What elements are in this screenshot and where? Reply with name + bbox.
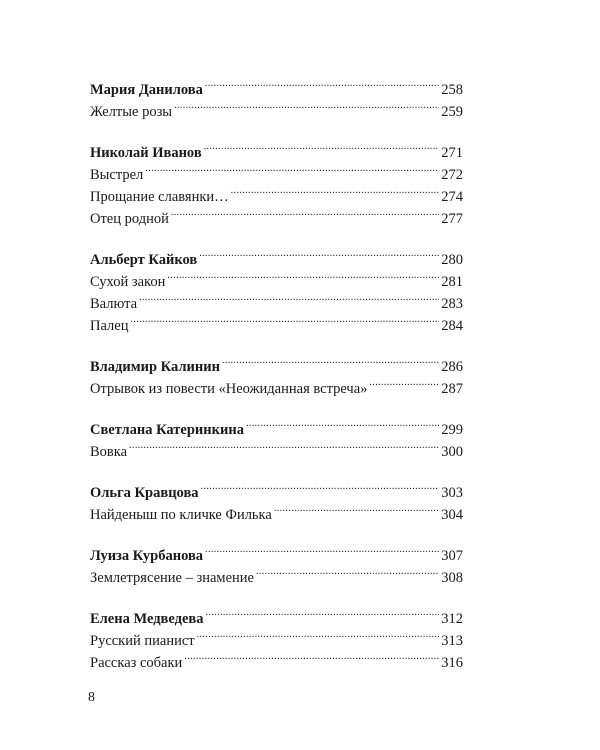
author-name: Альберт Кайков: [90, 252, 198, 268]
toc-author-entry: [90, 349, 463, 375]
leader-dots: [167, 264, 439, 286]
leader-dots: [197, 623, 440, 645]
work-title: Рассказ собаки: [90, 655, 183, 671]
work-title: Желтые розы: [90, 104, 173, 120]
page-ref: 283: [441, 296, 463, 312]
leader-dots: [204, 135, 440, 157]
leader-dots: [199, 242, 439, 264]
toc-group: [90, 475, 463, 523]
toc-author-entry: [90, 412, 463, 438]
author-name: Ольга Кравцова: [90, 485, 199, 501]
toc-author-entry: [90, 601, 463, 627]
toc-group: [90, 135, 463, 227]
leader-dots: [231, 179, 440, 201]
toc-work-entry: [90, 157, 463, 183]
page-ref: 272: [441, 167, 463, 183]
toc-work-entry: [90, 308, 463, 334]
leader-dots: [184, 645, 439, 667]
page-ref: 287: [441, 381, 463, 397]
leader-dots: [130, 308, 439, 330]
toc-group: [90, 412, 463, 460]
toc-group: [90, 538, 463, 586]
work-title: Отец родной: [90, 211, 169, 227]
page-ref: 303: [441, 485, 463, 501]
author-name: Мария Данилова: [90, 82, 203, 98]
page-ref: 281: [441, 274, 463, 290]
page-ref: 316: [441, 655, 463, 671]
leader-dots: [369, 371, 439, 393]
leader-dots: [274, 497, 439, 519]
author-name: Елена Медведева: [90, 611, 204, 627]
work-title: Русский пианист: [90, 633, 195, 649]
leader-dots: [205, 72, 439, 94]
toc-group: [90, 242, 463, 334]
page-ref: 308: [441, 570, 463, 586]
leader-dots: [171, 201, 439, 223]
work-title: Отрывок из повести «Неожиданная встреча»: [90, 381, 368, 397]
leader-dots: [222, 349, 439, 371]
author-name: Николай Иванов: [90, 145, 202, 161]
leader-dots: [205, 601, 439, 623]
work-title: Найденыш по кличке Филька: [90, 507, 272, 523]
page-ref: 307: [441, 548, 463, 564]
table-of-contents: [90, 72, 463, 686]
page-number: 8: [88, 690, 95, 705]
page-ref: 259: [441, 104, 463, 120]
page-ref: 299: [441, 422, 463, 438]
work-title: Вовка: [90, 444, 128, 460]
work-title: Землетрясение – знамение: [90, 570, 254, 586]
leader-dots: [256, 560, 439, 582]
leader-dots: [246, 412, 439, 434]
work-title: Выстрел: [90, 167, 144, 183]
toc-work-entry: [90, 434, 463, 460]
page-ref: 284: [441, 318, 463, 334]
page-ref: 274: [441, 189, 463, 205]
author-name: Луиза Курбанова: [90, 548, 204, 564]
leader-dots: [174, 94, 439, 116]
toc-author-entry: [90, 475, 463, 501]
work-title: Сухой закон: [90, 274, 166, 290]
page-ref: 280: [441, 252, 463, 268]
toc-work-entry: [90, 179, 463, 205]
page-ref: 304: [441, 507, 463, 523]
author-name: Владимир Калинин: [90, 359, 220, 375]
leader-dots: [145, 157, 439, 179]
page-ref: 286: [441, 359, 463, 375]
page-ref: 258: [441, 82, 463, 98]
toc-author-entry: [90, 72, 463, 98]
work-title: Прощание славянки…: [90, 189, 229, 205]
page-ref: 312: [441, 611, 463, 627]
page-ref: 271: [441, 145, 463, 161]
toc-group: [90, 601, 463, 671]
page-ref: 277: [441, 211, 463, 227]
author-name: Светлана Катеринкина: [90, 422, 244, 438]
leader-dots: [139, 286, 439, 308]
work-title: Валюта: [90, 296, 138, 312]
toc-author-entry: [90, 538, 463, 564]
toc-group: [90, 349, 463, 397]
work-title: Палец: [90, 318, 129, 334]
leader-dots: [129, 434, 439, 456]
toc-author-entry: [90, 242, 463, 268]
leader-dots: [205, 538, 439, 560]
page-ref: 300: [441, 444, 463, 460]
leader-dots: [201, 475, 440, 497]
toc-work-entry: [90, 286, 463, 312]
page-ref: 313: [441, 633, 463, 649]
toc-group: [90, 72, 463, 120]
toc-author-entry: [90, 135, 463, 161]
